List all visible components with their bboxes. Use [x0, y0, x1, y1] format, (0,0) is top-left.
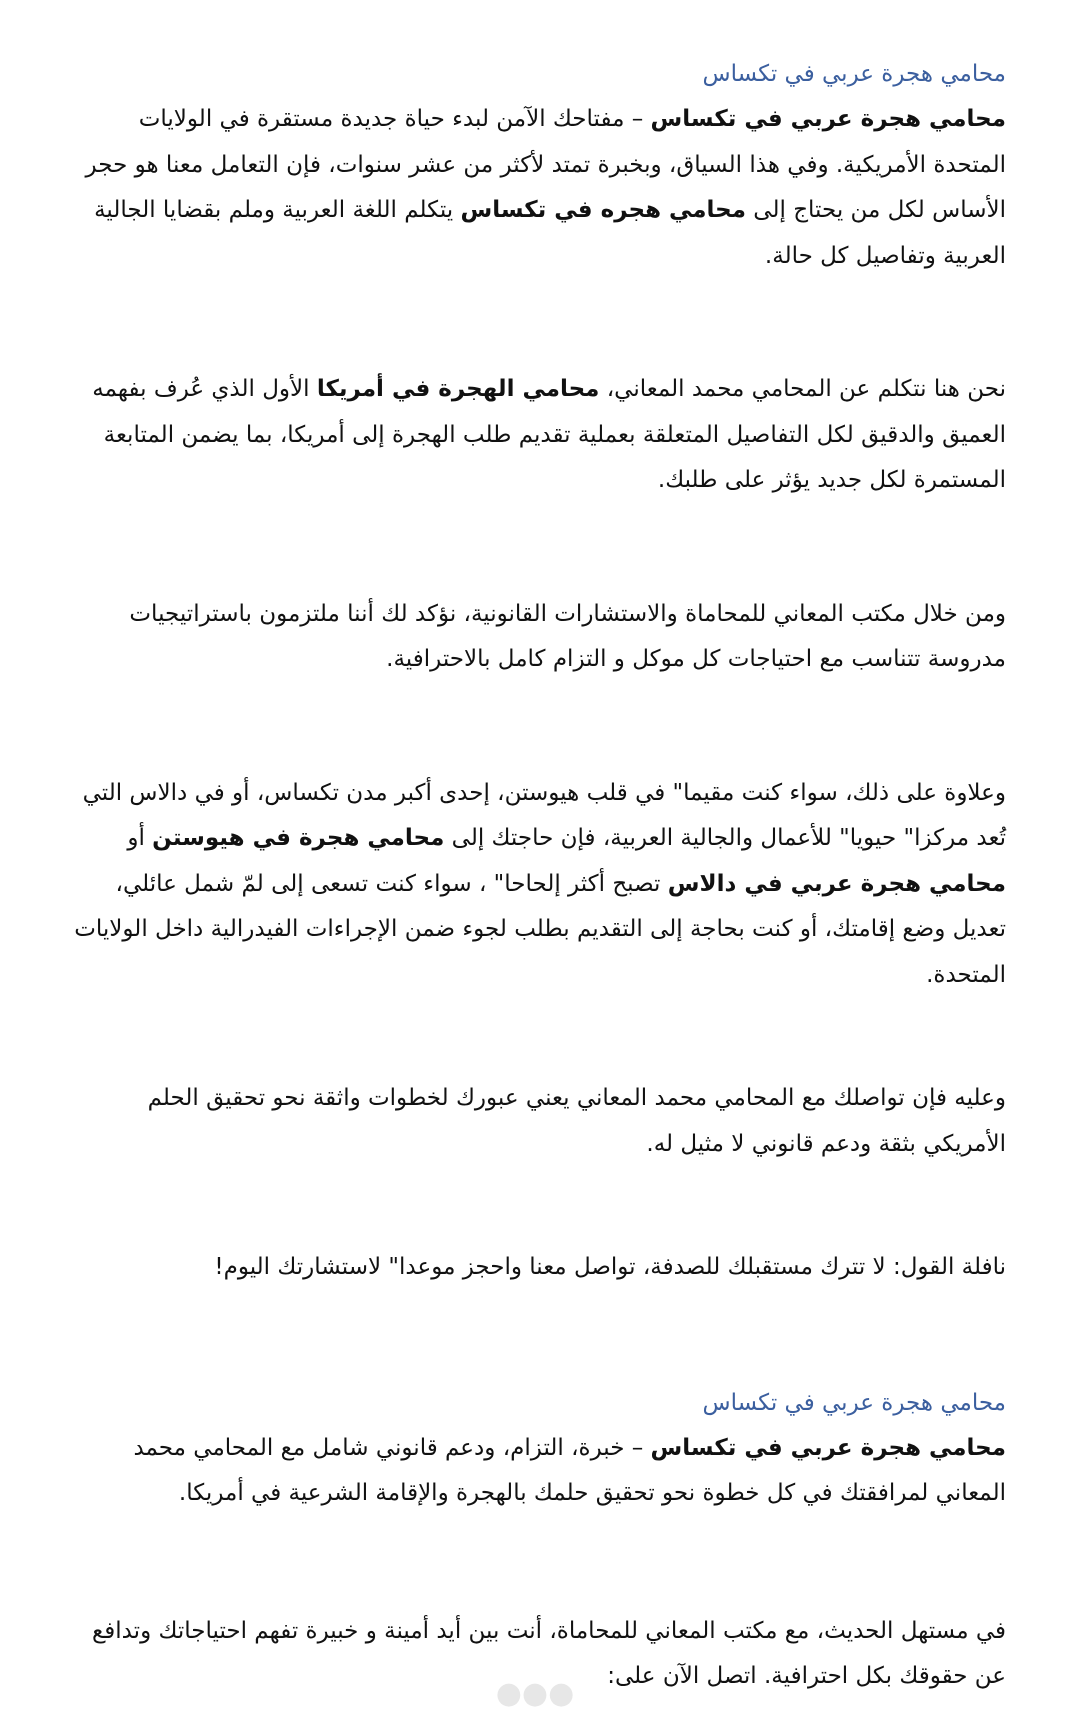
paragraph-office: ومن خلال مكتب المعاني للمحاماة والاستشارات القانونية، نؤكد لك أننا ملتزمون باستراتيجيات مدروسة تتناسب مع احتياجات كل موكل و التزام كامل بالاحترافية.	[129, 600, 1006, 672]
watermark-logo: ●●●	[495, 1676, 575, 1711]
paragraph-spacer	[60, 683, 1006, 771]
paragraph-text: وعلاوة على ذلك، سواء كنت مقيما" في قلب هيوستن، إحدى أكبر مدن تكساس، أو في دالاس التي تُعد مركزا" حيويا" للأعمال والجالية العربية، فإن حاجتك إلى	[82, 779, 1006, 851]
paragraph-spacer	[60, 1517, 1006, 1609]
bold-keyword: محامي هجره في تكساس	[460, 197, 746, 223]
paragraph-summary	[60, 1426, 1006, 1517]
article-body	[60, 52, 1006, 1700]
paragraph-text: الأول الذي عُرف بفهمه العميق والدقيق لكل التفاصيل المتعلقة بعملية تقديم طلب الهجرة إلى أمريكا، بما يضمن المتابعة المستمرة لكل جديد يؤثر على طلبك.	[92, 376, 1006, 493]
paragraph-contact: في مستهل الحديث، مع مكتب المعاني للمحاماة، أنت بين أيد أمينة و خبيرة تفهم احتياجاتك وتدافع عن حقوقك بكل احترافية. اتصل الآن على:	[91, 1617, 1006, 1689]
bold-keyword: محامي هجرة عربي في تكساس	[650, 106, 1006, 132]
paragraph-spacer	[60, 1291, 1006, 1381]
paragraph-text: نحن هنا نتكلم عن المحامي محمد المعاني،	[599, 376, 1006, 402]
paragraph-text: – خبرة، التزام، ودعم قانوني شامل مع المحامي محمد المعاني لمرافقتك في كل خطوة نحو تحقيق حلمك بالهجرة والإقامة الشرعية في أمريكا.	[133, 1434, 1006, 1506]
paragraph-text: – مفتاحك الآمن لبدء حياة جديدة مستقرة في الولايات المتحدة الأمريكية. وفي هذا السياق، وبخبرة تمتد لأكثر من عشر سنوات، فإن التعامل معنا هو حجر الأساس لكل من يحتاج إلى	[85, 106, 1006, 223]
paragraph-conclusion: وعليه فإن تواصلك مع المحامي محمد المعاني يعني عبورك لخطوات واثقة نحو تحقيق الحلم الأمريكي بثقة ودعم قانوني لا مثيل له.	[147, 1085, 1006, 1157]
bold-keyword: محامي هجرة في هيوستن	[152, 825, 445, 851]
bold-keyword: محامي هجرة عربي في دالاس	[667, 870, 1006, 897]
paragraph-text: يتكلم اللغة العربية وملم بقضايا الجالية العربية وتفاصيل كل حالة.	[94, 197, 1006, 269]
section-heading-2: محامي هجرة عربي في تكساس	[702, 1389, 1006, 1416]
paragraph-intro	[60, 97, 1006, 279]
paragraph-text: أو	[127, 825, 153, 851]
paragraph-text: تصبح أكثر إلحاحا" ، سواء كنت تسعى إلى لمّ شمل عائلي، تعديل وضع إقامتك، أو كنت بحاجة إلى التقديم بطلب لجوء ضمن الإجراءات الفيدرالية داخل الولايات المتحدة.	[74, 870, 1006, 988]
paragraph-spacer	[60, 998, 1006, 1076]
paragraph-spacer	[60, 504, 1006, 592]
paragraph-spacer	[60, 1167, 1006, 1245]
paragraph-lawyer-intro	[60, 367, 1006, 504]
bold-keyword: محامي الهجرة في أمريكا	[316, 376, 600, 402]
paragraph-cities	[60, 771, 1006, 999]
paragraph-spacer	[60, 279, 1006, 367]
bold-keyword: محامي هجرة عربي في تكساس	[650, 1434, 1006, 1461]
section-heading-1: محامي هجرة عربي في تكساس	[702, 61, 1006, 87]
paragraph-call-to-action: نافلة القول: لا تترك مستقبلك للصدفة، تواصل معنا واحجز موعدا" لاستشارتك اليوم!	[214, 1254, 1006, 1280]
